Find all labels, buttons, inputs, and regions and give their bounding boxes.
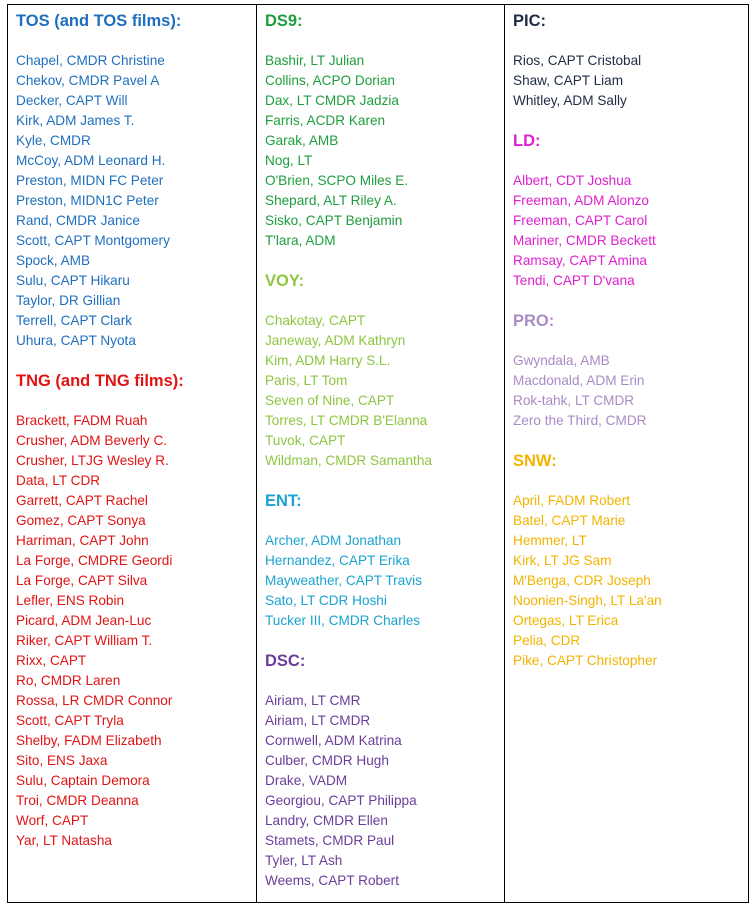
name-item: Wildman, CMDR Samantha (265, 453, 432, 468)
series-heading: VOY: (265, 272, 305, 290)
name-list (265, 691, 504, 891)
series-heading: TOS (and TOS films): (16, 12, 182, 30)
name-item: Bashir, LT Julian (265, 53, 365, 68)
name-item: La Forge, CMDRE Geordi (16, 553, 173, 568)
name-item: Troi, CMDR Deanna (16, 793, 139, 808)
name-list (265, 531, 504, 631)
column-1 (8, 5, 256, 902)
name-item: Sulu, Captain Demora (16, 773, 150, 788)
series-section (265, 271, 504, 491)
name-item: Landry, CMDR Ellen (265, 813, 388, 828)
name-item: Sisko, CAPT Benjamin (265, 213, 403, 228)
name-item: Pike, CAPT Christopher (513, 653, 658, 668)
series-heading: TNG (and TNG films): (16, 372, 184, 390)
name-item: Cornwell, ADM Katrina (265, 733, 402, 748)
name-item: Albert, CDT Joshua (513, 173, 632, 188)
series-section (16, 11, 256, 371)
series-heading: LD: (513, 132, 541, 150)
name-list (513, 51, 748, 111)
name-item: Chekov, CMDR Pavel A (16, 73, 160, 88)
name-item: Scott, CAPT Tryla (16, 713, 124, 728)
name-item: Harriman, CAPT John (16, 533, 149, 548)
name-item: Hemmer, LT (513, 533, 587, 548)
name-item: Ro, CMDR Laren (16, 673, 121, 688)
name-item: Taylor, DR Gillian (16, 293, 121, 308)
name-item: Ramsay, CAPT Amina (513, 253, 647, 268)
name-item: Preston, MIDN FC Peter (16, 173, 164, 188)
name-item: Gwyndala, AMB (513, 353, 610, 368)
name-item: Decker, CAPT Will (16, 93, 128, 108)
name-item: Ortegas, LT Erica (513, 613, 619, 628)
section-spacer (513, 291, 748, 311)
series-section (265, 11, 504, 271)
name-item: Drake, VADM (265, 773, 348, 788)
name-item: Gomez, CAPT Sonya (16, 513, 146, 528)
series-section (265, 491, 504, 651)
name-list (513, 491, 748, 671)
series-section (513, 11, 748, 131)
name-item: Freeman, CAPT Carol (513, 213, 648, 228)
section-spacer (265, 251, 504, 271)
name-item: Yar, LT Natasha (16, 833, 112, 848)
series-roster-table (7, 4, 749, 903)
section-spacer (265, 631, 504, 651)
name-item: Torres, LT CMDR B'Elanna (265, 413, 428, 428)
name-item: Zero the Third, CMDR (513, 413, 647, 428)
name-list (265, 51, 504, 251)
name-item: Riker, CAPT William T. (16, 633, 153, 648)
name-item: Whitley, ADM Sally (513, 93, 627, 108)
name-item: Culber, CMDR Hugh (265, 753, 389, 768)
name-item: Mayweather, CAPT Travis (265, 573, 422, 588)
name-item: Garak, AMB (265, 133, 339, 148)
series-heading: SNW: (513, 452, 557, 470)
name-item: Chapel, CMDR Christine (16, 53, 165, 68)
name-item: M'Benga, CDR Joseph (513, 573, 651, 588)
name-item: Uhura, CAPT Nyota (16, 333, 136, 348)
series-section (513, 451, 748, 671)
name-item: Tucker III, CMDR Charles (265, 613, 421, 628)
name-item: Rok-tahk, LT CMDR (513, 393, 635, 408)
name-item: Dax, LT CMDR Jadzia (265, 93, 399, 108)
name-item: Collins, ACPO Dorian (265, 73, 395, 88)
name-item: Archer, ADM Jonathan (265, 533, 402, 548)
name-item: Kirk, LT JG Sam (513, 553, 612, 568)
name-item: Shaw, CAPT Liam (513, 73, 624, 88)
name-item: Crusher, ADM Beverly C. (16, 433, 168, 448)
name-item: Rios, CAPT Cristobal (513, 53, 642, 68)
name-item: Rand, CMDR Janice (16, 213, 140, 228)
name-list (16, 411, 256, 851)
name-item: Tyler, LT Ash (265, 853, 343, 868)
name-item: Tendi, CAPT D'vana (513, 273, 635, 288)
series-section (16, 371, 256, 851)
name-list (16, 51, 256, 351)
name-item: Shelby, FADM Elizabeth (16, 733, 162, 748)
name-item: La Forge, CAPT Silva (16, 573, 148, 588)
name-item: Farris, ACDR Karen (265, 113, 386, 128)
section-spacer (265, 471, 504, 491)
name-item: Brackett, FADM Ruah (16, 413, 148, 428)
name-item: Pelia, CDR (513, 633, 581, 648)
series-heading: ENT: (265, 492, 302, 510)
name-item: Weems, CAPT Robert (265, 873, 399, 888)
name-item: Airiam, LT CMDR (265, 713, 371, 728)
name-item: Macdonald, ADM Erin (513, 373, 645, 388)
column-2 (256, 5, 504, 902)
name-item: Noonien-Singh, LT La'an (513, 593, 662, 608)
series-section (265, 651, 504, 891)
name-item: Mariner, CMDR Beckett (513, 233, 656, 248)
name-item: Data, LT CDR (16, 473, 101, 488)
name-item: Sulu, CAPT Hikaru (16, 273, 130, 288)
name-item: Shepard, ALT Riley A. (265, 193, 397, 208)
name-item: Rixx, CAPT (16, 653, 87, 668)
series-section (513, 131, 748, 311)
name-item: Seven of Nine, CAPT (265, 393, 395, 408)
name-item: Janeway, ADM Kathryn (265, 333, 406, 348)
section-spacer (513, 431, 748, 451)
name-item: Freeman, ADM Alonzo (513, 193, 649, 208)
name-item: O'Brien, SCPO Miles E. (265, 173, 409, 188)
series-heading: PRO: (513, 312, 555, 330)
name-item: Georgiou, CAPT Philippa (265, 793, 417, 808)
name-item: Paris, LT Tom (265, 373, 348, 388)
name-item: Preston, MIDN1C Peter (16, 193, 159, 208)
name-item: Garrett, CAPT Rachel (16, 493, 148, 508)
name-item: Sato, LT CDR Hoshi (265, 593, 387, 608)
series-heading: DSC: (265, 652, 306, 670)
section-spacer (513, 111, 748, 131)
name-item: Rossa, LR CMDR Connor (16, 693, 173, 708)
name-item: Picard, ADM Jean-Luc (16, 613, 152, 628)
name-item: Kyle, CMDR (16, 133, 91, 148)
name-item: Kim, ADM Harry S.L. (265, 353, 391, 368)
name-item: Terrell, CAPT Clark (16, 313, 133, 328)
name-item: Tuvok, CAPT (265, 433, 346, 448)
name-list (513, 351, 748, 431)
name-item: April, FADM Robert (513, 493, 631, 508)
name-item: Scott, CAPT Montgomery (16, 233, 170, 248)
name-item: Hernandez, CAPT Erika (265, 553, 410, 568)
name-item: Nog, LT (265, 153, 313, 168)
name-item: Sito, ENS Jaxa (16, 753, 108, 768)
name-item: Chakotay, CAPT (265, 313, 366, 328)
name-item: T'lara, ADM (265, 233, 336, 248)
name-item: Spock, AMB (16, 253, 91, 268)
name-item: Worf, CAPT (16, 813, 89, 828)
series-section (513, 311, 748, 451)
name-item: Airiam, LT CMR (265, 693, 361, 708)
section-spacer (16, 351, 256, 371)
series-heading: PIC: (513, 12, 546, 30)
name-item: Crusher, LTJG Wesley R. (16, 453, 169, 468)
name-list (265, 311, 504, 471)
name-item: Batel, CAPT Marie (513, 513, 626, 528)
name-item: Lefler, ENS Robin (16, 593, 125, 608)
name-item: Stamets, CMDR Paul (265, 833, 395, 848)
name-item: McCoy, ADM Leonard H. (16, 153, 166, 168)
series-heading: DS9: (265, 12, 303, 30)
name-list (513, 171, 748, 291)
column-3 (504, 5, 748, 902)
name-item: Kirk, ADM James T. (16, 113, 135, 128)
